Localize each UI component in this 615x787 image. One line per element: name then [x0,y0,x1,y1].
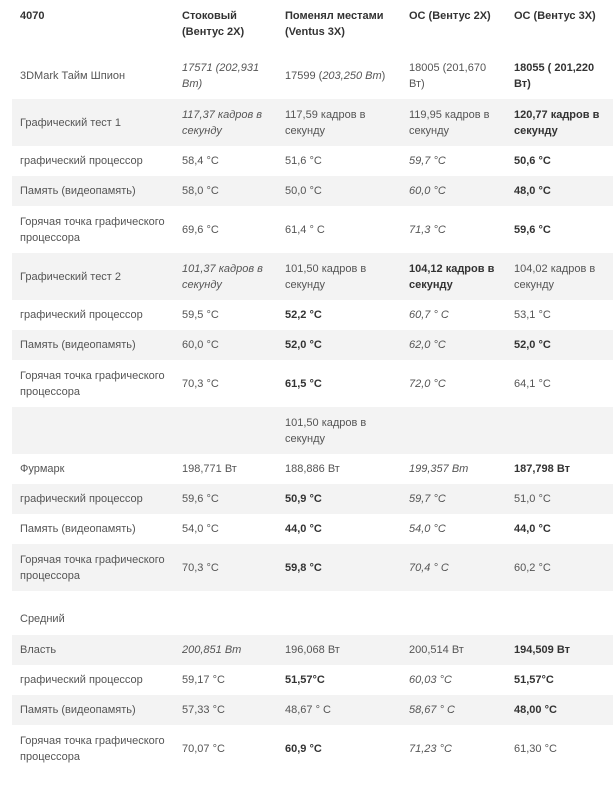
value-text: ) [381,69,386,82]
value-cell [174,635,277,665]
value-text: 52,0 °C [514,339,551,351]
row-label: Память (видеопамять) [20,523,136,535]
value-text: 101,50 кадров в секунду [285,416,367,445]
value-text: 60,0 °C [409,185,446,197]
value-cell [506,695,613,725]
value-cell [401,146,506,176]
table-row [12,330,613,360]
row-label-cell [12,360,174,407]
row-label-cell [12,635,174,665]
value-text: 51,57°C [285,674,325,686]
value-cell [506,484,613,514]
row-label: Горячая точка графического процессора [20,734,165,763]
value-cell [174,99,277,146]
table-row [12,407,613,454]
value-text: 54,0 °C [182,523,219,535]
value-cell [506,665,613,695]
value-cell [401,52,506,99]
value-cell [401,176,506,206]
table-row [12,514,613,544]
value-text: 59,6 °C [514,223,551,236]
value-cell [401,725,506,772]
value-text: 53,1 °C [514,309,551,321]
header-gpu-model: 4070 [20,10,45,22]
value-cell [174,206,277,253]
value-cell [401,695,506,725]
table-spacer-row [12,591,613,603]
row-label-cell [12,484,174,514]
row-label-cell [12,99,174,146]
value-text: 48,67 ° C [285,704,331,716]
value-text: 101,50 кадров в секунду [285,262,367,291]
value-cell [401,544,506,591]
row-label-cell [12,146,174,176]
value-cell [174,454,277,484]
value-cell [277,484,401,514]
value-text: 52,0 °C [285,339,322,351]
row-label: Горячая точка графического процессора [20,369,165,398]
row-label: Средний [20,613,65,625]
row-label-cell [12,176,174,206]
value-cell [506,300,613,330]
value-cell [401,360,506,407]
value-cell [277,52,401,99]
value-cell [506,544,613,591]
value-text: 17599 ( [285,69,323,82]
value-cell [401,603,506,635]
value-cell [277,665,401,695]
value-cell [506,99,613,146]
value-text: 48,00 °C [514,704,557,716]
value-cell [174,300,277,330]
value-cell [506,52,613,99]
value-cell [277,253,401,300]
value-cell [401,514,506,544]
value-cell [506,454,613,484]
value-cell [401,665,506,695]
value-cell [174,514,277,544]
value-cell [277,99,401,146]
row-label-cell [12,695,174,725]
value-cell [401,206,506,253]
row-label: Память (видеопамять) [20,704,136,716]
value-text: 18005 (201,670 Вт) [409,61,487,90]
value-cell [174,360,277,407]
value-cell [277,206,401,253]
table-row [12,484,613,514]
value-text: 71,3 °C [409,223,446,236]
value-cell [277,695,401,725]
value-cell [401,253,506,300]
value-cell [401,454,506,484]
value-cell [506,330,613,360]
table-row [12,635,613,665]
value-text: 104,02 кадров в секунду [514,262,596,291]
value-text: 200,851 Вт [182,644,242,656]
value-cell [277,635,401,665]
value-cell [506,206,613,253]
value-text: 70,3 °C [182,561,219,574]
value-cell [506,253,613,300]
table-row [12,176,613,206]
value-text: 18055 ( 201,220 Вт) [514,61,595,90]
value-text: 52,2 °C [285,309,322,321]
value-cell [401,484,506,514]
benchmark-comparison-table [12,0,613,772]
value-text: 59,7 °C [409,493,446,505]
value-text: 50,6 °C [514,155,551,167]
row-label: графический процессор [20,155,143,167]
value-text: 69,6 °C [182,223,219,236]
value-text: 57,33 °C [182,704,225,716]
value-text: 54,0 °C [409,523,446,535]
value-text: 117,59 кадров в секунду [285,108,366,137]
value-cell [401,99,506,146]
row-label-cell [12,206,174,253]
row-label-cell [12,407,174,454]
value-cell [506,635,613,665]
value-text: 101,37 кадров в секунду [182,262,263,291]
row-label-cell [12,514,174,544]
table-row [12,603,613,635]
value-cell [174,176,277,206]
row-label: графический процессор [20,493,143,505]
value-text: 187,798 Вт [514,463,571,475]
value-text: 60,9 °C [285,742,322,755]
row-label: Горячая точка графического процессора [20,553,165,582]
row-label-cell [12,665,174,695]
row-label: Графический тест 2 [20,270,122,283]
table-row [12,454,613,484]
value-cell [277,360,401,407]
row-label-cell [12,544,174,591]
value-cell [174,146,277,176]
value-cell [401,300,506,330]
value-text: 60,03 °C [409,674,452,686]
value-text: 198,771 Вт [182,463,237,475]
value-text: 199,357 Вт [409,463,469,475]
row-label-cell [12,52,174,99]
table-row [12,665,613,695]
value-text: 61,4 ° C [285,223,325,236]
value-text: 196,068 Вт [285,644,340,656]
table-header-row [12,0,613,52]
value-cell [277,330,401,360]
value-text: 50,0 °C [285,185,322,197]
value-text-italic: 203,250 Вт [322,69,382,82]
value-text: 194,509 Вт [514,644,571,656]
header-oc-ventus-3x: ОС (Вентус 3X) [514,10,596,22]
value-text: 51,57°C [514,674,554,686]
value-text: 70,07 °C [182,742,225,755]
row-label: Власть [20,644,57,656]
value-text: 44,0 °C [514,523,551,535]
row-label-cell [12,253,174,300]
row-label-cell [12,300,174,330]
value-text: 72,0 °C [409,377,446,390]
table-row [12,206,613,253]
value-text: 61,5 °C [285,377,322,390]
value-cell [277,176,401,206]
value-cell [506,603,613,635]
value-cell [174,253,277,300]
row-label-cell [12,454,174,484]
value-cell [277,725,401,772]
value-text: 17571 (202,931 Вт) [182,61,260,90]
value-cell [174,407,277,454]
value-text: 44,0 °C [285,523,322,535]
row-label: графический процессор [20,309,143,321]
value-text: 59,17 °C [182,674,225,686]
value-cell [277,544,401,591]
value-cell [506,725,613,772]
value-cell [174,52,277,99]
header-oc-ventus-2x: ОС (Вентус 2X) [409,10,491,22]
value-text: 51,6 °C [285,155,322,167]
value-text: 60,2 °C [514,561,551,574]
row-label: Память (видеопамять) [20,339,136,351]
value-text: 58,0 °C [182,185,219,197]
table-row [12,360,613,407]
header-swapped-ventus-3x: Поменял местами (Ventus 3X) [285,10,384,38]
value-cell [506,407,613,454]
value-text: 48,0 °C [514,185,551,197]
value-text: 59,5 °C [182,309,219,321]
value-cell [506,360,613,407]
value-cell [277,454,401,484]
table-row [12,544,613,591]
value-text: 119,95 кадров в секунду [409,108,490,137]
header-stock-ventus-2x: Стоковый (Вентус 2X) [182,10,245,38]
value-cell [277,407,401,454]
value-cell [174,695,277,725]
row-label-cell [12,725,174,772]
row-label: графический процессор [20,674,143,686]
table-row [12,99,613,146]
table-row [12,695,613,725]
row-label-cell [12,330,174,360]
value-cell [174,725,277,772]
value-cell [277,514,401,544]
value-text: 117,37 кадров в секунду [182,108,263,137]
value-text: 60,0 °C [182,339,219,351]
value-text: 61,30 °C [514,742,557,755]
value-text: 120,77 кадров в секунду [514,108,600,137]
value-cell [506,514,613,544]
value-cell [174,330,277,360]
value-cell [174,665,277,695]
row-label: Горячая точка графического процессора [20,215,165,244]
row-label: Фурмарк [20,463,65,475]
table-row [12,725,613,772]
value-text: 188,886 Вт [285,463,340,475]
table-row [12,146,613,176]
spacer-cell [12,591,613,603]
row-label: 3DMark Тайм Шпион [20,69,126,82]
value-text: 59,6 °C [182,493,219,505]
value-text: 59,7 °C [409,155,446,167]
value-cell [174,484,277,514]
value-cell [401,330,506,360]
value-text: 71,23 °C [409,742,452,755]
value-text: 51,0 °C [514,493,551,505]
value-cell [277,300,401,330]
row-label: Графический тест 1 [20,116,122,129]
table-row [12,52,613,99]
value-cell [277,603,401,635]
value-cell [506,146,613,176]
value-text: 59,8 °C [285,561,322,574]
table-row [12,253,613,300]
value-text: 58,67 ° C [409,704,455,716]
row-label: Память (видеопамять) [20,185,136,197]
value-text: 50,9 °C [285,493,322,505]
value-cell [174,544,277,591]
row-label-cell [12,603,174,635]
value-text: 70,3 °C [182,377,219,390]
value-text: 200,514 Вт [409,644,464,656]
value-cell [174,603,277,635]
value-text: 70,4 ° C [409,561,449,574]
value-text: 60,7 ° C [409,309,449,321]
table-row [12,300,613,330]
value-cell [277,146,401,176]
value-text: 58,4 °C [182,155,219,167]
value-cell [401,407,506,454]
value-text: 104,12 кадров в секунду [409,262,495,291]
value-cell [506,176,613,206]
value-cell [401,635,506,665]
value-text: 64,1 °C [514,377,551,390]
value-text: 62,0 °C [409,339,446,351]
